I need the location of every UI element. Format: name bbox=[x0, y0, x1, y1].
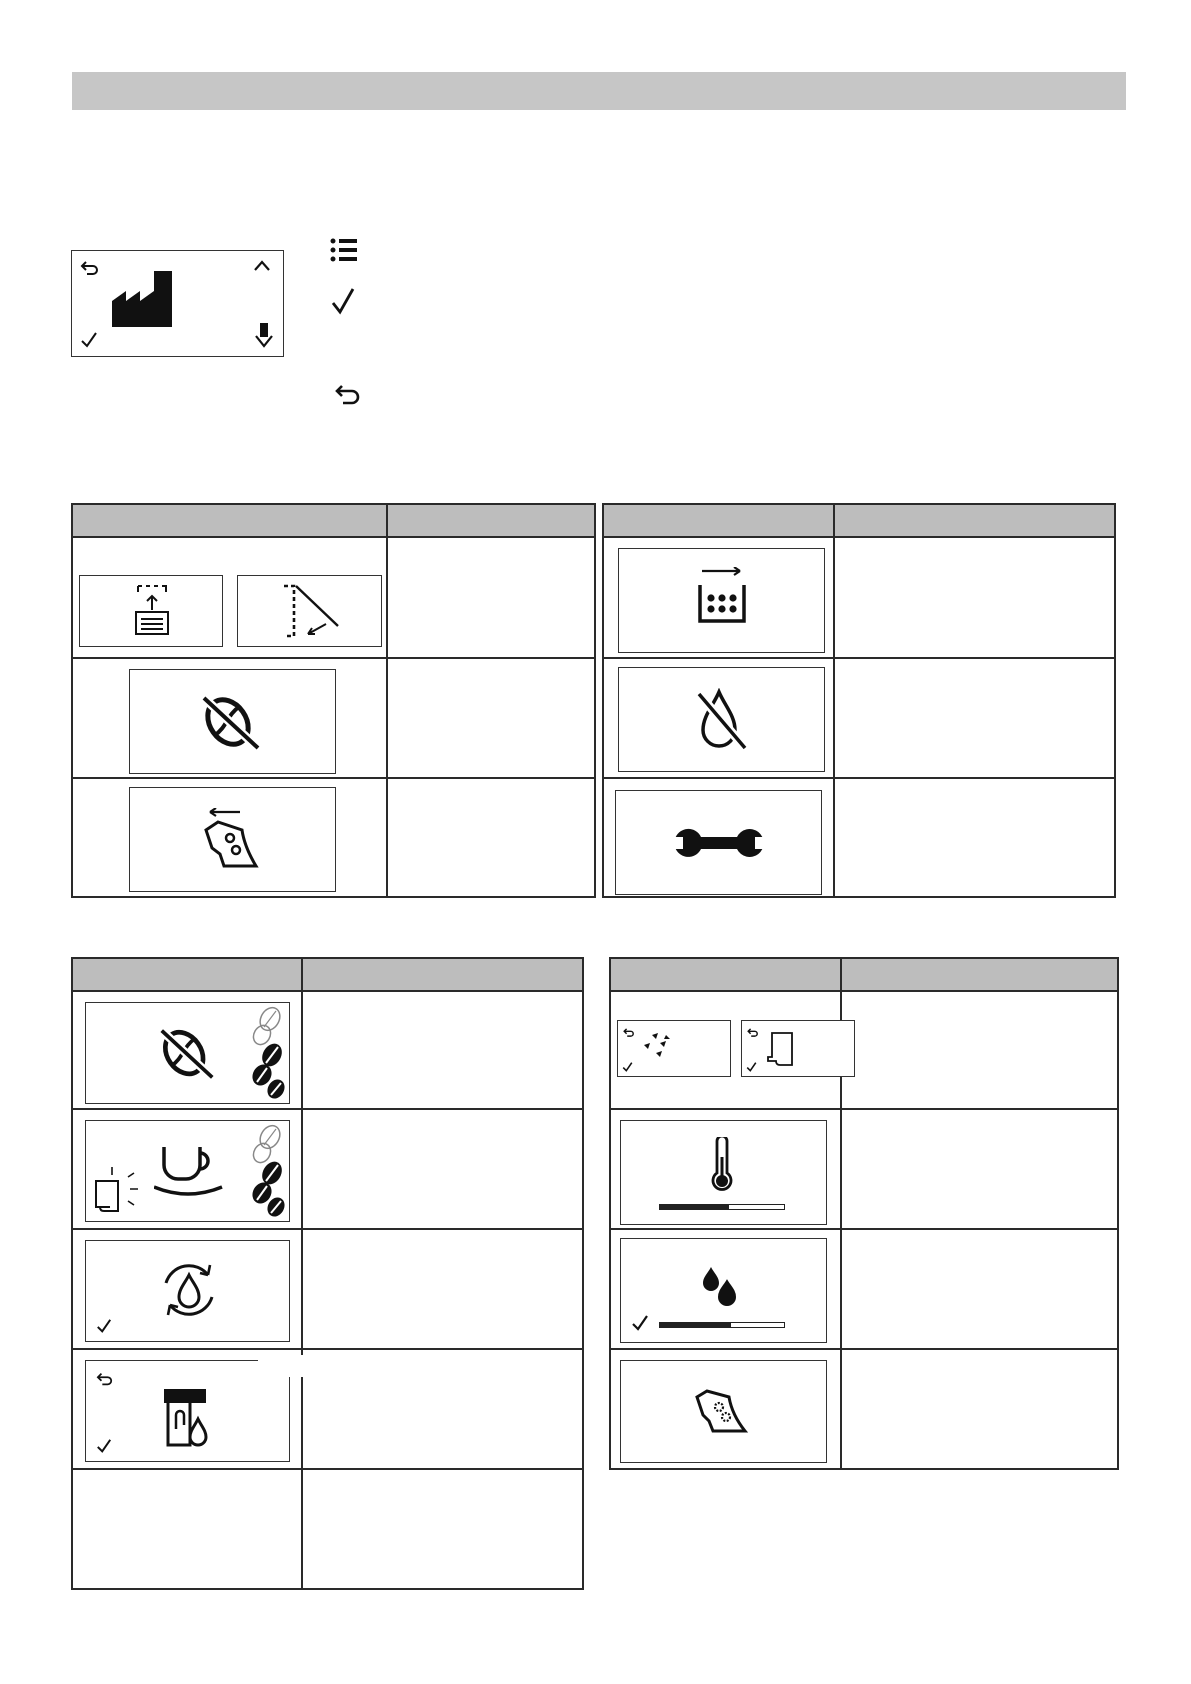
check-icon bbox=[96, 1437, 112, 1455]
descaling-icon bbox=[638, 1031, 678, 1063]
no-beans-strength-screen bbox=[85, 1002, 290, 1104]
no-water-icon bbox=[691, 688, 753, 752]
check-icon bbox=[96, 1317, 112, 1335]
table-1-left-header bbox=[73, 505, 594, 536]
check-icon bbox=[80, 331, 98, 349]
chevron-up-icon bbox=[253, 259, 271, 273]
heating-icon bbox=[709, 1137, 735, 1195]
display-preview bbox=[71, 250, 284, 357]
heating-screen bbox=[620, 1120, 827, 1225]
water-filter-screen bbox=[741, 1020, 855, 1077]
back-arrow-icon bbox=[80, 259, 100, 277]
table-2-right-header bbox=[611, 959, 1117, 990]
section-header-band bbox=[72, 72, 1126, 110]
water-drops-screen bbox=[620, 1238, 827, 1343]
water-progress-bar bbox=[659, 1322, 785, 1328]
no-beans-screen bbox=[129, 669, 336, 774]
open-door-icon bbox=[282, 582, 340, 640]
list-menu-icon bbox=[330, 238, 358, 262]
service-wrench-icon bbox=[673, 827, 765, 859]
no-beans-strength-icon bbox=[158, 1025, 216, 1083]
back-arrow-icon bbox=[96, 1371, 114, 1387]
no-water-screen bbox=[618, 667, 825, 772]
back-arrow-icon bbox=[747, 1027, 759, 1038]
brewing-unit-screen bbox=[620, 1360, 827, 1463]
insert-brewing-unit-screen bbox=[129, 787, 336, 892]
cup-icon bbox=[154, 1143, 224, 1197]
back-arrow-icon bbox=[623, 1027, 635, 1038]
no-beans-icon bbox=[200, 692, 262, 754]
rinse-screen bbox=[85, 1240, 290, 1342]
check-icon bbox=[631, 1313, 649, 1333]
grounds-container-icon bbox=[696, 567, 748, 625]
insert-brewing-unit-icon bbox=[204, 808, 260, 874]
water-drops-icon bbox=[699, 1265, 743, 1309]
check-icon bbox=[746, 1061, 757, 1073]
brewing-unit-icon bbox=[695, 1385, 751, 1439]
fill-water-tank-screen bbox=[79, 575, 223, 647]
scroll-down-icon bbox=[255, 323, 273, 349]
line-gap bbox=[258, 1355, 304, 1377]
factory-icon bbox=[112, 271, 178, 327]
water-tank-glow-icon bbox=[94, 1165, 140, 1215]
water-filter-screen-icon bbox=[764, 1031, 796, 1069]
table-2-left-header bbox=[73, 959, 582, 990]
back-arrow-icon bbox=[334, 383, 362, 407]
cup-strength-screen bbox=[85, 1120, 290, 1222]
grounds-container-screen bbox=[618, 548, 825, 653]
steam-milk-icon bbox=[164, 1389, 212, 1451]
bean-strength-icon bbox=[250, 1005, 286, 1101]
open-door-screen bbox=[237, 575, 382, 647]
bean-strength-icon bbox=[250, 1123, 286, 1219]
heating-progress-bar bbox=[659, 1204, 785, 1210]
table-1-right-header bbox=[604, 505, 1114, 536]
rinse-cycle-icon bbox=[158, 1259, 220, 1321]
check-icon bbox=[330, 287, 356, 315]
check-icon bbox=[622, 1061, 633, 1073]
fill-water-tank-icon bbox=[132, 584, 172, 636]
service-screen bbox=[615, 790, 822, 895]
descaling-screen bbox=[617, 1020, 731, 1077]
